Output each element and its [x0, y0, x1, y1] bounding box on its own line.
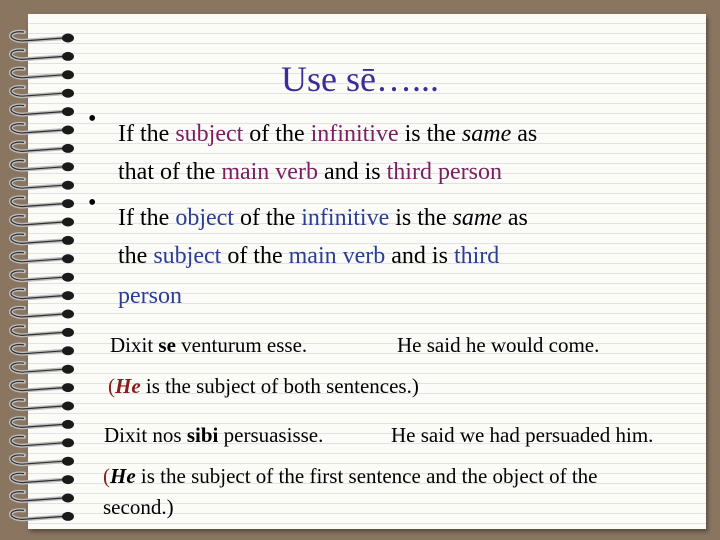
bullet-1-line-1 [118, 113, 537, 155]
text-segment: venturum esse. [175, 333, 308, 357]
note-2-line-1 [103, 461, 598, 492]
spiral-ring [11, 381, 74, 392]
spiral-ring [11, 418, 74, 429]
spiral-ring [11, 473, 74, 484]
text-segment: third [453, 243, 500, 269]
spiral-ring [11, 179, 74, 190]
text-segment: third person [386, 159, 502, 185]
spiral-ring [11, 142, 74, 153]
spiral-ring [11, 400, 74, 411]
text-segment: and is [385, 243, 454, 269]
text-segment: subject [175, 121, 244, 147]
text-segment: of the [233, 205, 302, 231]
text-segment: If the [118, 205, 176, 231]
text-segment: of the [243, 121, 311, 147]
spiral-ring [11, 124, 74, 135]
text-segment: If the [118, 121, 176, 147]
text-segment: sibi [186, 423, 219, 447]
text-segment: Dixit [110, 333, 159, 357]
spiral-ring [11, 510, 74, 521]
text-segment: main verb [288, 243, 386, 269]
text-segment: He [110, 464, 136, 488]
example-2-latin [104, 423, 323, 448]
note-2-line-2: second.) [103, 495, 174, 519]
spiral-ring [11, 455, 74, 466]
bullet-1-line-2 [118, 151, 502, 193]
text-segment: that of the [118, 159, 222, 185]
spiral-ring [11, 289, 74, 300]
example-1-latin [110, 333, 307, 358]
bullet-2-line-2 [118, 235, 499, 277]
text-segment: object [175, 205, 234, 231]
spiral-ring [11, 216, 74, 227]
text-segment: as [511, 121, 538, 147]
bullet-2-line-3: person [118, 283, 182, 309]
spiral-ring [11, 105, 74, 116]
text-segment: is the [389, 205, 453, 231]
text-segment: the [118, 243, 154, 269]
text-segment: ( [108, 374, 115, 398]
spiral-ring [11, 234, 74, 245]
text-segment: is the subject of both sentences.) [140, 374, 419, 398]
spiral-ring [11, 271, 74, 282]
example-1-english: He said he would come. [397, 333, 600, 357]
spiral-ring [11, 326, 74, 337]
spiral-ring [11, 345, 74, 356]
text-segment: infinitive [310, 121, 399, 147]
spiral-ring [11, 253, 74, 264]
spiral-ring [11, 161, 74, 172]
spiral-ring [11, 308, 74, 319]
bullet-2-line-1 [118, 197, 528, 239]
text-segment: and is [317, 159, 387, 185]
bullet-1-marker: • [88, 106, 97, 132]
text-segment: persuasisse. [218, 423, 324, 447]
text-segment: as [501, 205, 528, 231]
spiral-ring [11, 32, 74, 43]
text-segment: He [115, 374, 141, 398]
text-segment: Dixit nos [104, 423, 187, 447]
text-segment: infinitive [301, 205, 390, 231]
spiral-ring [11, 197, 74, 208]
note-1 [108, 371, 419, 402]
text-segment: is the subject of the first sentence and the object of the [135, 464, 598, 488]
text-segment: se [158, 333, 176, 357]
spiral-ring [11, 363, 74, 374]
text-segment: of the [221, 243, 289, 269]
text-segment: ( [103, 464, 110, 488]
text-segment: main verb [221, 159, 318, 185]
text-segment: subject [153, 243, 222, 269]
example-2-english: He said we had persuaded him. [391, 423, 654, 447]
text-segment: same [452, 205, 502, 231]
spiral-ring [11, 437, 74, 448]
spiral-ring [11, 492, 74, 503]
text-segment: same [461, 121, 512, 147]
slide-title: Use sē…... [281, 59, 439, 99]
text-segment: is the [398, 121, 462, 147]
bullet-2-marker: • [88, 190, 97, 216]
